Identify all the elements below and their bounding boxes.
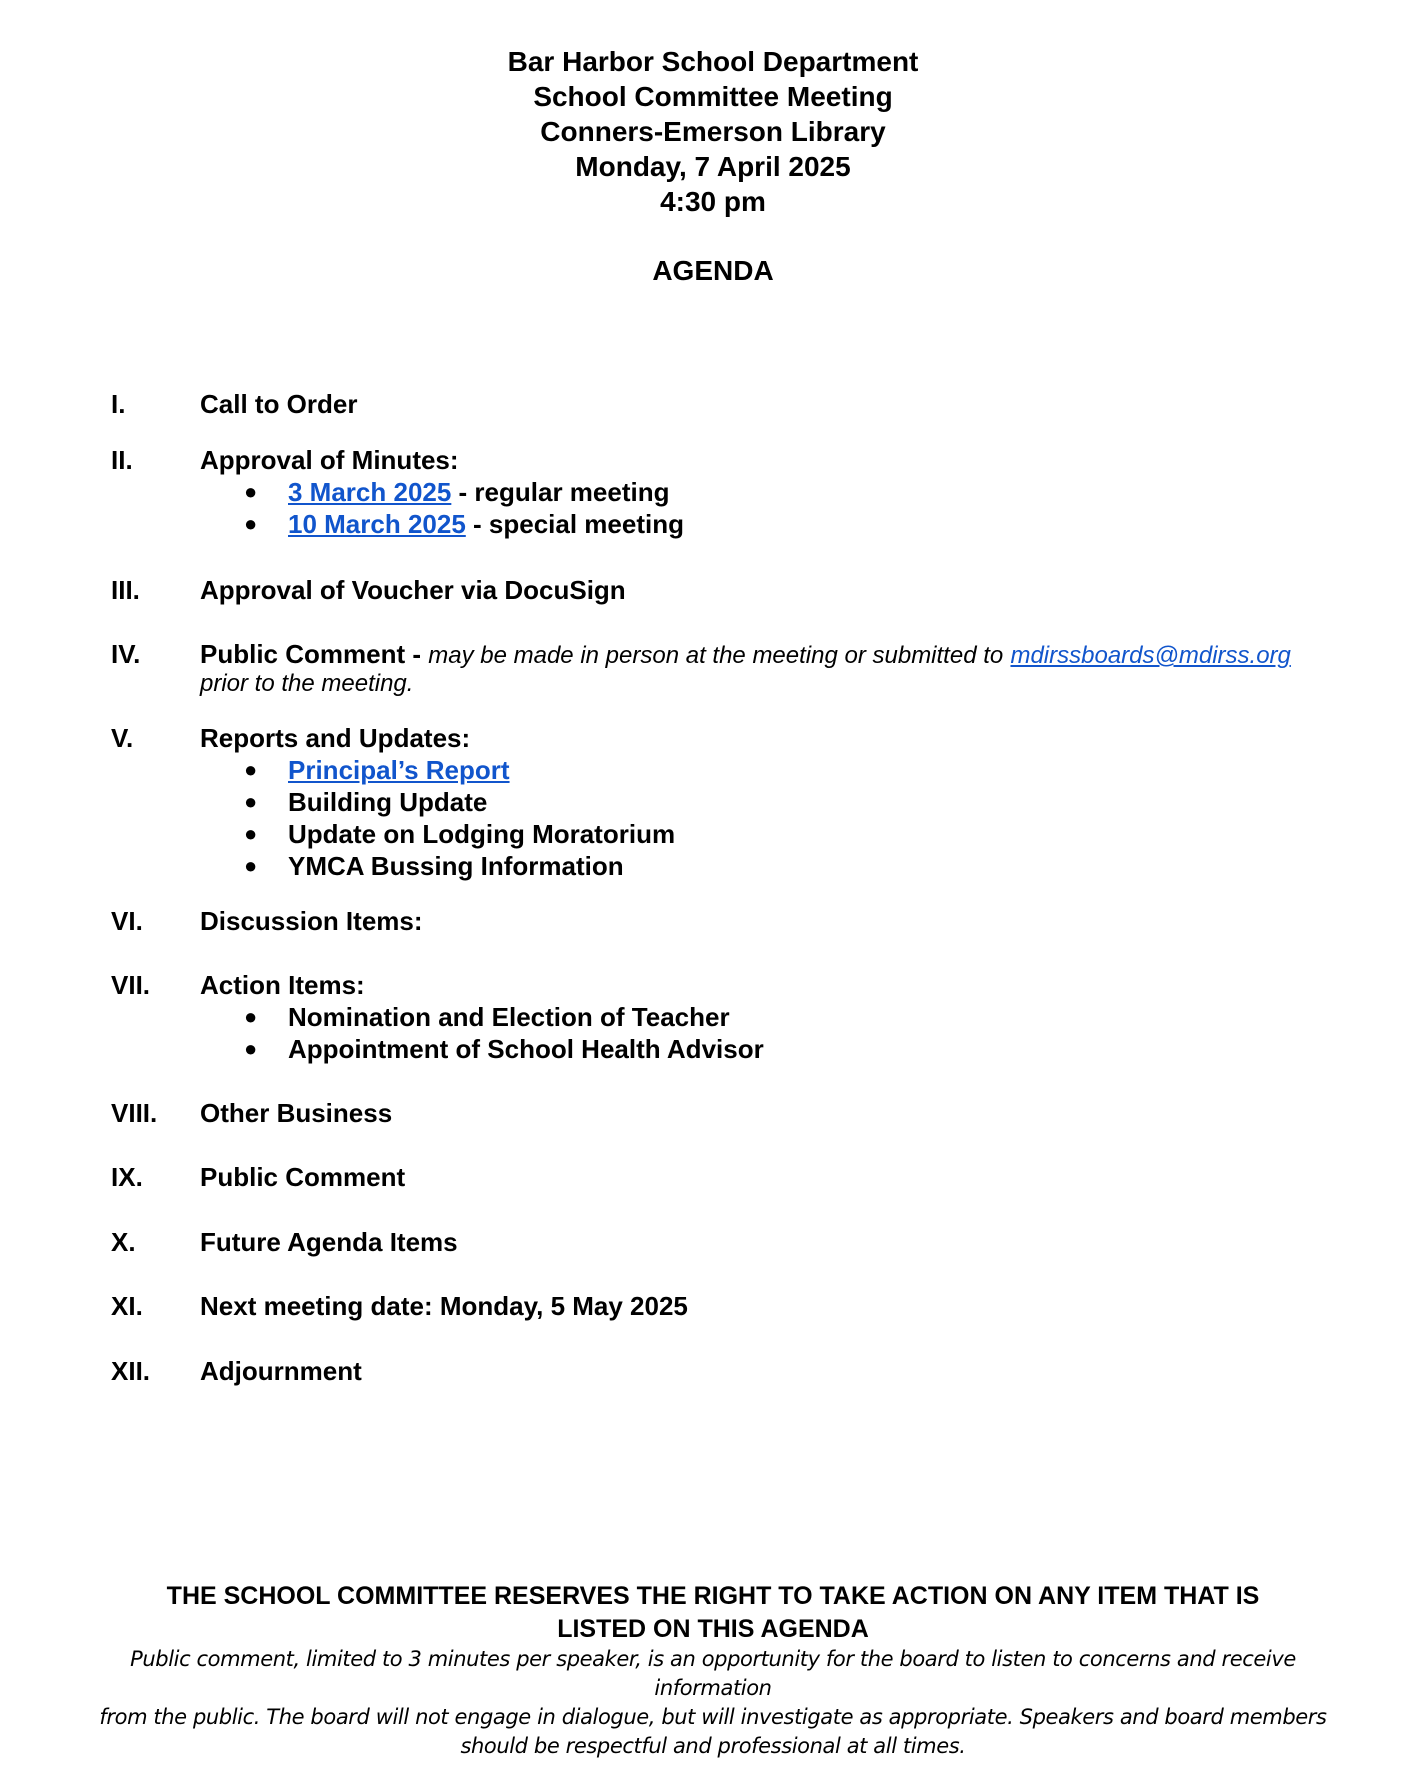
- item-label: Public Comment: [200, 1162, 406, 1192]
- meeting-name: School Committee Meeting: [533, 81, 893, 112]
- footer-disclaimer-line1: THE SCHOOL COMMITTEE RESERVES THE RIGHT TO TAKE ACTION ON ANY ITEM THAT IS: [166, 1582, 1260, 1610]
- item-label-text: Public Comment -: [200, 639, 422, 669]
- item-number: X.: [111, 1227, 136, 1257]
- bullet-text: - regular meeting: [451, 477, 670, 507]
- bullet-icon: ●: [244, 789, 258, 814]
- bullet-icon: ●: [244, 1004, 258, 1029]
- item-description-continued: prior to the meeting.: [200, 670, 414, 697]
- item-label: Future Agenda Items: [200, 1227, 458, 1257]
- meeting-time: 4:30 pm: [660, 186, 766, 217]
- item-label: Other Business: [200, 1098, 393, 1128]
- minutes-link-march-3[interactable]: 3 March 2025: [288, 477, 452, 507]
- item-number: VIII.: [111, 1098, 158, 1128]
- list-item: [0, 1001, 1426, 1033]
- item-label: Next meeting date: Monday, 5 May 2025: [200, 1291, 688, 1321]
- footer-note-line2: from the public. The board will not engage in dialogue, but will investigate as appropriate. Speakers and board members: [99, 1705, 1327, 1729]
- bullet-text: Appointment of School Health Advisor: [288, 1034, 764, 1064]
- item-label: Call to Order: [200, 389, 358, 419]
- footer-note: [80, 1645, 1346, 1761]
- item-label: Adjournment: [200, 1356, 362, 1386]
- bullet-text: Update on Lodging Moratorium: [288, 819, 676, 849]
- footer-disclaimer-line2: LISTED ON THIS AGENDA: [557, 1615, 869, 1643]
- item-label: [200, 638, 1330, 672]
- list-item: [0, 508, 1426, 540]
- item-label: Approval of Voucher via DocuSign: [200, 575, 626, 605]
- footer-note-line3: should be respectful and professional at all times.: [460, 1734, 966, 1758]
- footer-disclaimer: [0, 1580, 1426, 1646]
- principals-report-link[interactable]: Principal’s Report: [288, 755, 510, 785]
- item-label: Action Items:: [200, 970, 365, 1000]
- bullet-icon: ●: [244, 1036, 258, 1061]
- item-number: IX.: [111, 1162, 143, 1192]
- list-item: [0, 1033, 1426, 1065]
- bullet-icon: ●: [244, 479, 258, 504]
- bullet-text: YMCA Bussing Information: [288, 851, 624, 881]
- item-number: IV.: [111, 639, 141, 669]
- footer-note-line1: Public comment, limited to 3 minutes per speaker, is an opportunity for the board to listen to concerns and receive information: [130, 1647, 1296, 1700]
- bullet-icon: ●: [244, 511, 258, 536]
- meeting-location: Conners-Emerson Library: [540, 116, 886, 147]
- meeting-date: Monday, 7 April 2025: [575, 151, 851, 182]
- item-number: VII.: [111, 970, 151, 1000]
- bullet-icon: ●: [244, 757, 258, 782]
- item-label: Approval of Minutes:: [200, 445, 459, 475]
- bullet-text: Nomination and Election of Teacher: [288, 1002, 730, 1032]
- bullet-icon: ●: [244, 853, 258, 878]
- minutes-link-march-10[interactable]: 10 March 2025: [288, 509, 466, 539]
- item-number: V.: [111, 723, 134, 753]
- bullet-icon: ●: [244, 821, 258, 846]
- item-number: III.: [111, 575, 140, 605]
- list-item: [0, 850, 1426, 882]
- item-label: Discussion Items:: [200, 906, 423, 936]
- item-description: may be made in person at the meeting or submitted to: [428, 642, 1004, 669]
- item-number: XII.: [111, 1356, 151, 1386]
- item-number: I.: [111, 389, 126, 419]
- item-number: VI.: [111, 906, 143, 936]
- list-item: [0, 476, 1426, 508]
- department-name: Bar Harbor School Department: [507, 46, 919, 77]
- document-header: [0, 44, 1426, 219]
- list-item: [0, 818, 1426, 850]
- item-number: XI.: [111, 1291, 143, 1321]
- item-number: II.: [111, 445, 133, 475]
- bullet-text: - special meeting: [465, 509, 684, 539]
- email-link[interactable]: mdirssboards@mdirss.org: [1010, 642, 1291, 669]
- list-item: [0, 786, 1426, 818]
- list-item: [0, 754, 1426, 786]
- agenda-title: AGENDA: [652, 255, 774, 286]
- bullet-text: Building Update: [288, 787, 488, 817]
- item-label: Reports and Updates:: [200, 723, 471, 753]
